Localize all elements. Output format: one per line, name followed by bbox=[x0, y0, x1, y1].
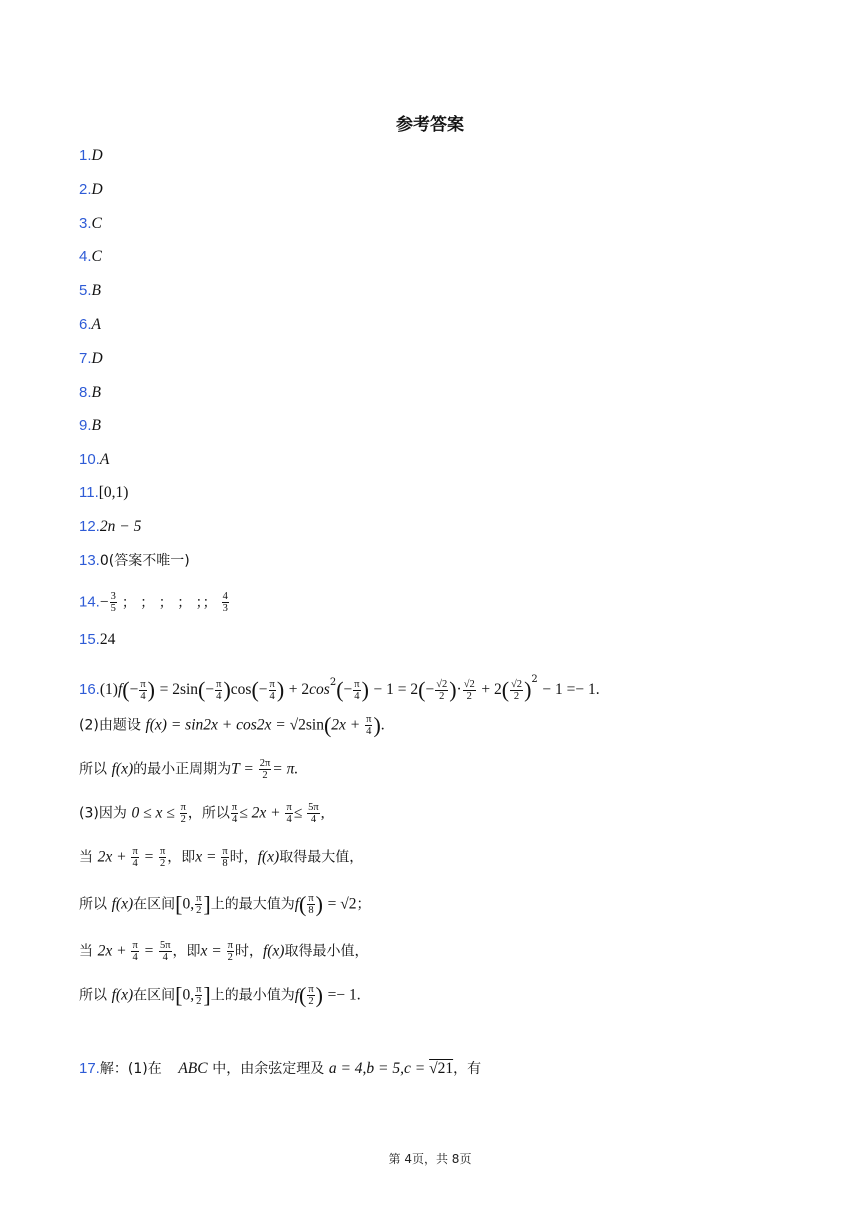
q16-line-3 bbox=[79, 758, 298, 781]
text: 当 bbox=[79, 849, 93, 866]
answer-value: D bbox=[91, 180, 103, 198]
answer-value: D bbox=[91, 349, 103, 367]
expr: + 2 bbox=[481, 681, 502, 698]
question-number: 1. bbox=[79, 147, 92, 164]
minus-sign: − bbox=[99, 593, 109, 611]
answer-row bbox=[79, 450, 109, 470]
q16-line-5 bbox=[79, 846, 363, 869]
fraction: $\frac{\pi}{4}$ bbox=[132, 846, 138, 869]
denominator: 5 bbox=[110, 603, 116, 614]
expr: a = 4,b = 5,c = bbox=[328, 1060, 430, 1077]
text: 在区间 bbox=[133, 987, 176, 1004]
text: 解：(1)在 bbox=[99, 1061, 162, 1077]
question-number: 12. bbox=[79, 518, 100, 535]
exponent: 2 bbox=[329, 677, 337, 688]
expr: = π. bbox=[272, 760, 299, 778]
triangle-name: ABC bbox=[178, 1060, 208, 1077]
text: ，即 bbox=[167, 849, 196, 866]
fraction: $\frac{\pi}{2}$ bbox=[159, 846, 166, 869]
exponent: 2 bbox=[531, 674, 538, 685]
text: 所以 bbox=[79, 761, 107, 778]
fraction: $\frac{\pi}{4}$ bbox=[286, 802, 292, 825]
fraction: $\frac{\pi}{2}$ bbox=[196, 893, 202, 916]
expr: x = bbox=[200, 942, 226, 960]
expr: f(x) bbox=[111, 760, 134, 778]
expr: ≤ 2x + bbox=[239, 804, 285, 822]
fraction: $\frac{\pi}{4}$ bbox=[132, 940, 138, 963]
text: ，所以 bbox=[187, 805, 230, 822]
expr: f(x) bbox=[111, 986, 134, 1004]
q16-line-4: (3)因为 0 ≤ x ≤ $\frac{\pi}{2}$ ，所以 $\frac{\pi}{4}$ ≤ 2x + $\frac{\pi}{4}$ ≤ $\frac{5\pi}{4}$ , bbox=[79, 802, 325, 825]
fraction: $\frac{\pi}{4}$ bbox=[140, 678, 146, 702]
question-number: 3. bbox=[79, 214, 92, 232]
expr: − 1 =− 1. bbox=[542, 681, 600, 698]
question-number: 2. bbox=[79, 180, 92, 198]
answer-13 bbox=[79, 551, 190, 571]
expr: ≤ bbox=[293, 804, 307, 822]
expr: f(x) = sin2x + cos2x = bbox=[145, 716, 290, 734]
fraction: $\frac{\pi}{4}$ bbox=[216, 678, 222, 702]
answer-row bbox=[79, 146, 103, 166]
text: 的最小正周期为 bbox=[133, 761, 232, 778]
text: 取得最小值， bbox=[284, 943, 369, 960]
answer-value: [0,1) bbox=[98, 484, 129, 501]
answer-value: A bbox=[91, 316, 101, 333]
minus: − bbox=[129, 681, 139, 698]
text: 当 bbox=[79, 943, 93, 960]
text: 中，由余弦定理及 bbox=[212, 1061, 325, 1077]
part-label: (1) bbox=[99, 681, 118, 698]
sqrt: √2 bbox=[340, 895, 357, 913]
q16-line-6: 所以 f(x)在区间[0, $\frac{\pi}{2}$ ]上的最大值为f( $\frac{\pi}{8}$ ) = √2； bbox=[79, 891, 371, 917]
answer-value: 24 bbox=[99, 631, 116, 648]
expr: = bbox=[139, 942, 158, 960]
q16-line-8: 所以 f(x)在区间[0, $\frac{\pi}{2}$ ]上的最小值为f( $\frac{\pi}{2}$ ) =− 1. bbox=[79, 982, 361, 1008]
answer-value: 2n − 5 bbox=[99, 518, 142, 535]
answer-row bbox=[79, 281, 101, 301]
sqrt: √21 bbox=[429, 1060, 454, 1077]
function-f: f bbox=[294, 986, 300, 1004]
answer-value: D bbox=[91, 147, 103, 164]
question-number: 9. bbox=[79, 417, 92, 435]
expr: f(x) bbox=[262, 942, 285, 960]
expr: 2x + bbox=[97, 848, 131, 866]
answer-row bbox=[79, 214, 102, 234]
answer-14 bbox=[79, 591, 230, 614]
page-title: 参考答案 bbox=[396, 115, 464, 135]
answer-row bbox=[79, 247, 102, 267]
fraction bbox=[222, 591, 229, 614]
function-f: f bbox=[117, 681, 123, 698]
fraction: $\frac{2\pi}{2}$ bbox=[259, 758, 271, 781]
text: 时， bbox=[229, 849, 258, 866]
question-number: 11. bbox=[79, 484, 99, 501]
text: (2)由题设 bbox=[79, 717, 141, 734]
question-number: 13. bbox=[79, 552, 100, 569]
expr: 2x + bbox=[331, 716, 365, 734]
q16-line-2: (2)由题设 f(x) = sin2x + cos2x = √2sin(2x + $\frac{\pi}{4}$ ). bbox=[79, 712, 385, 738]
question-number: 17. bbox=[79, 1060, 100, 1077]
fraction: $\frac{\pi}{8}$ bbox=[308, 893, 314, 916]
text: ，有 bbox=[453, 1061, 482, 1077]
text: 在区间 bbox=[133, 896, 176, 913]
answer-value: B bbox=[91, 417, 101, 435]
text: 时， bbox=[234, 943, 263, 960]
separators: ； ； ； ； ；； bbox=[121, 594, 217, 611]
text: (3)因为 bbox=[79, 805, 127, 822]
expr: 2x + bbox=[97, 942, 131, 960]
q16-line-1: 16.(1)f(− $\frac{\pi}{4}$ ) = 2sin(− $\frac{\pi}{4}$ )cos(− $\frac{\pi}{4}$ ) + $2\cos^2(-$ $\frac{\pi}{4}$ ) − 1 = 2(− $\frac{√2}{2}$ )· $\frac{√2}{2}$ + 2( $\frac{√2}{2}$ )$^2$ − 1 =− 1. bbox=[79, 674, 600, 702]
fraction: $\frac{\pi}{4}$ bbox=[231, 802, 238, 825]
dot: · bbox=[456, 681, 462, 698]
question-number: 8. bbox=[79, 383, 92, 401]
question-number: 4. bbox=[79, 248, 92, 266]
numerator: 3 bbox=[110, 591, 116, 602]
answer-row bbox=[79, 315, 101, 335]
question-number: 5. bbox=[79, 282, 92, 300]
expr: + 2 bbox=[288, 681, 310, 698]
fraction: $\frac{\pi}{4}$ bbox=[354, 678, 360, 702]
question-number: 7. bbox=[79, 349, 92, 367]
text: 上的最大值为 bbox=[210, 896, 295, 913]
fraction: $\frac{\pi}{2}$ bbox=[180, 802, 186, 825]
fraction: $\frac{5\pi}{4}$ bbox=[308, 802, 319, 825]
fraction: $\frac{√2}{2}$ bbox=[463, 678, 475, 702]
question-number: 10. bbox=[79, 451, 100, 469]
expr: x = bbox=[195, 848, 221, 866]
fraction: $\frac{\pi}{4}$ bbox=[269, 678, 275, 702]
fraction: $\frac{\pi}{2}$ bbox=[196, 984, 202, 1007]
q17-line-1 bbox=[79, 1059, 481, 1079]
text: 上的最小值为 bbox=[210, 987, 295, 1004]
text: 取得最大值， bbox=[279, 849, 364, 866]
text: 所以 bbox=[79, 987, 107, 1004]
fraction: $\frac{5\pi}{4}$ bbox=[159, 940, 171, 963]
fraction bbox=[110, 591, 117, 614]
answer-value: B bbox=[91, 282, 101, 300]
question-number: 15. bbox=[79, 631, 100, 648]
answer-15 bbox=[79, 630, 115, 650]
cos: cos bbox=[230, 681, 252, 698]
question-number: 14. bbox=[79, 593, 100, 611]
numerator: 4 bbox=[222, 591, 228, 602]
answer-row bbox=[79, 416, 101, 436]
answer-11 bbox=[79, 483, 128, 503]
answer-value: 0(答案不唯一) bbox=[99, 553, 190, 569]
text: ，即 bbox=[172, 943, 201, 960]
expr: = 2sin bbox=[159, 681, 199, 698]
question-number: 6. bbox=[79, 316, 92, 333]
answer-value: A bbox=[99, 451, 110, 469]
page-footer: 第 4页，共 8页 bbox=[388, 1152, 472, 1166]
fraction: $\frac{\pi}{2}$ bbox=[227, 940, 233, 963]
function-f: f bbox=[294, 895, 300, 913]
fraction: $\frac{\pi}{4}$ bbox=[366, 714, 372, 737]
cos: cos bbox=[309, 681, 330, 698]
fraction: $\frac{\pi}{8}$ bbox=[222, 846, 228, 869]
expr: T = bbox=[231, 760, 258, 778]
answer-value: C bbox=[91, 248, 102, 266]
denominator: 3 bbox=[222, 603, 228, 614]
question-number: 16. bbox=[79, 681, 100, 698]
expr: − 1 = 2 bbox=[373, 681, 419, 698]
text: 所以 bbox=[79, 896, 107, 913]
fraction: $\frac{√2}{2}$ bbox=[436, 678, 448, 702]
sqrt: √2 bbox=[289, 716, 306, 734]
answer-row bbox=[79, 349, 103, 369]
expr: f(x) bbox=[111, 895, 134, 913]
answer-value: B bbox=[91, 383, 101, 401]
expr: 0 ≤ x ≤ bbox=[131, 804, 179, 822]
expr: = bbox=[139, 848, 158, 866]
q16-line-7 bbox=[79, 940, 368, 963]
fraction: $\frac{√2}{2}$ bbox=[511, 678, 523, 702]
answer-12 bbox=[79, 517, 141, 537]
answer-row bbox=[79, 180, 103, 200]
sin: sin bbox=[305, 716, 324, 734]
fraction: $\frac{\pi}{2}$ bbox=[308, 984, 314, 1007]
answer-value: C bbox=[91, 214, 102, 232]
expr: f(x) bbox=[257, 848, 280, 866]
answer-row bbox=[79, 383, 101, 403]
